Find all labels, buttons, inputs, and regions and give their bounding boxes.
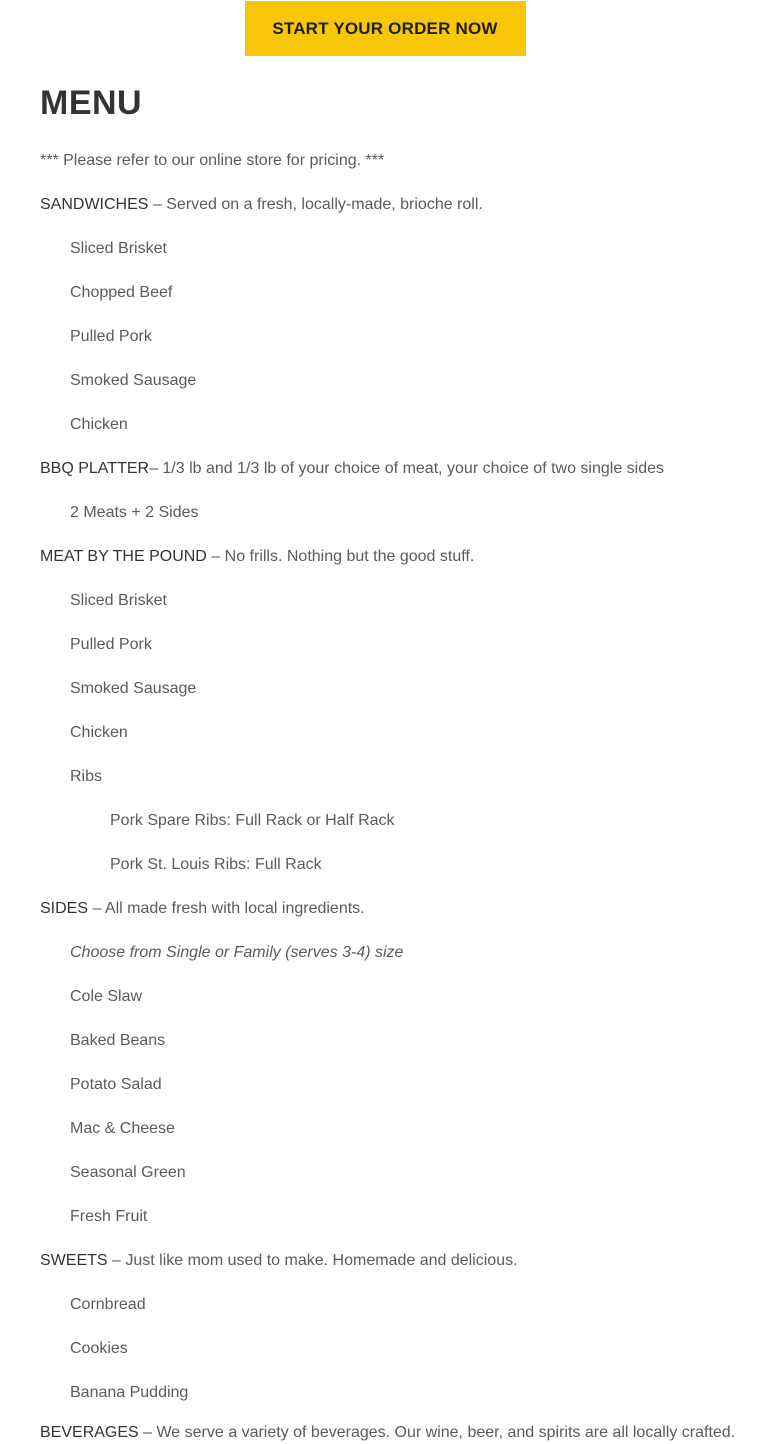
section-sandwiches	[40, 194, 483, 216]
section-description: – Just like mom used to make. Homemade and delicious.	[107, 1252, 518, 1269]
menu-item: Fresh Fruit	[70, 1208, 148, 1225]
section-heading: BBQ PLATTER	[40, 460, 150, 477]
section-description: – We serve a variety of beverages. Our wine, beer, and spirits are all locally crafted.	[138, 1424, 736, 1441]
section-description: – All made fresh with local ingredients.	[88, 900, 365, 917]
section-heading: SWEETS	[40, 1252, 108, 1269]
menu-item: Sliced Brisket	[70, 592, 167, 609]
menu-item: Banana Pudding	[70, 1384, 189, 1401]
section-beverages	[40, 1422, 735, 1444]
menu-item: Cole Slaw	[70, 988, 143, 1005]
menu-item: Chicken	[70, 724, 128, 741]
start-order-button[interactable]: START YOUR ORDER NOW	[245, 1, 526, 56]
menu-item: Pulled Pork	[70, 328, 152, 345]
section-heading: SANDWICHES	[40, 196, 149, 213]
sides-size-note	[70, 942, 403, 964]
section-description: – 1/3 lb and 1/3 lb of your choice of meat, your choice of two single sides	[149, 460, 665, 477]
menu-title: MENU	[40, 84, 143, 122]
menu-sub-item: Pork Spare Ribs: Full Rack or Half Rack	[110, 812, 395, 829]
section-description: – No frills. Nothing but the good stuff.	[206, 548, 475, 565]
menu-item: Cookies	[70, 1340, 128, 1357]
menu-item: 2 Meats + 2 Sides	[70, 504, 199, 521]
sides-note-text: Choose from Single or Family (serves 3-4) size	[70, 944, 404, 961]
section-bbq-platter	[40, 458, 664, 480]
menu-item: Sliced Brisket	[70, 240, 167, 257]
section-description: – Served on a fresh, locally-made, brioche roll.	[148, 196, 483, 213]
section-sides	[40, 898, 365, 920]
cta-container	[0, 1, 770, 56]
section-sweets	[40, 1250, 518, 1272]
menu-item: Potato Salad	[70, 1076, 162, 1093]
menu-item: Cornbread	[70, 1296, 146, 1313]
menu-item: Pulled Pork	[70, 636, 152, 653]
section-heading: SIDES	[40, 900, 89, 917]
menu-item: Mac & Cheese	[70, 1120, 175, 1137]
section-meat-by-the-pound	[40, 546, 474, 568]
menu-sub-item: Pork St. Louis Ribs: Full Rack	[110, 856, 322, 873]
menu-item: Smoked Sausage	[70, 680, 197, 697]
menu-item: Ribs	[70, 768, 103, 785]
section-heading: BEVERAGES	[40, 1424, 139, 1441]
section-heading: MEAT BY THE POUND	[40, 548, 207, 565]
menu-item: Seasonal Green	[70, 1164, 186, 1181]
menu-item: Chicken	[70, 416, 128, 433]
menu-item: Smoked Sausage	[70, 372, 197, 389]
menu-item: Chopped Beef	[70, 284, 173, 301]
pricing-note: *** Please refer to our online store for pricing. ***	[40, 152, 385, 169]
menu-item: Baked Beans	[70, 1032, 166, 1049]
